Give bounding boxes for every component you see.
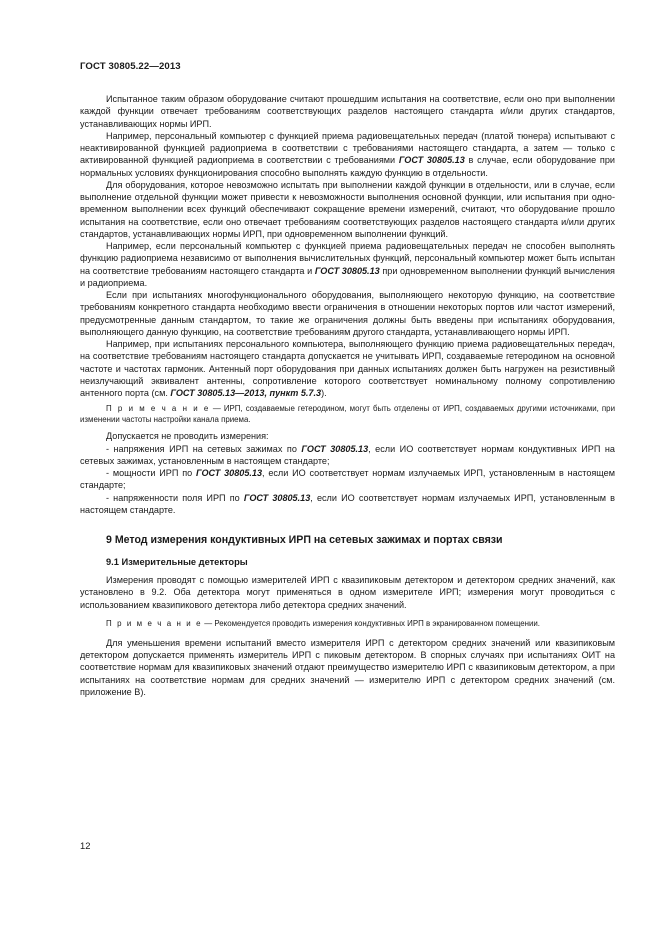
section-heading: 9 Метод измерения кондуктивных ИРП на сетевых зажимах и портах связи [106, 534, 503, 546]
paragraph [80, 179, 615, 240]
paragraph-text: Испытанное таким образом оборудование считают прошедшим испытания на соответствие, если оно при выполнении каждой функции отвечает требованиям соответствующих разделов настоящего стандарта и/или других стандартов, устанавливающих нормы ИРП. [80, 94, 615, 129]
subsection-heading: 9.1 Измерительные детекторы [106, 557, 248, 567]
note [80, 618, 615, 629]
standard-reference: ГОСТ 30805.13 [195, 468, 263, 478]
document-header: ГОСТ 30805.22—2013 [80, 61, 181, 72]
list-intro [80, 430, 615, 442]
note-text: — Рекомендуется проводить измерения кондуктивных ИРП в экранированном помещении. [202, 618, 541, 628]
standard-reference: ГОСТ 30805.13 [243, 492, 311, 503]
list-item-text: , если ИО соответствует нормам излучаемых ИРП, установленным в настоящем стандарте; [80, 468, 615, 491]
paragraph-text: Если при испытаниях многофункционального оборудования, выполняющего некоторую функцию, на соответствие требованиям конкретного стандарта необходимо ввести ограничения в отношении некоторых портов или частот измерений, предусмотренные данным стандартом, то такие же ограничения должны быть введены при испытаниях оборудования, выполняющего данную функцию, на соответствие требованиям другого стандарта, устанавливающего нормы ИРП. [80, 290, 615, 337]
list-item [80, 443, 615, 468]
page-number: 12 [80, 840, 91, 851]
paragraph-text: при одновременном выполнении функций вычисления и радиоприема. [80, 265, 615, 288]
list-item [80, 467, 615, 492]
list-item-text: , если ИО соответствует нормам кондуктивных ИРП на сетевых зажимах, установленным в настоящем стандарте; [80, 443, 615, 466]
paragraph [80, 93, 615, 130]
paragraph-text: Для оборудования, которое невозможно испытать при выполнении каждой функции в отдельности, или в случае, если выполнение отдельной функции может привести к невозможности выполнения основной функции, или испытания при одно-временном выполнении всех функций обеспечивают сокращение времени измерений, считают, что оборудование прошло испытания на соответствие, если оно отвечает требованиям соответствующих разделов настоящего стандарта и/или других стандартов, устанавливающих нормы ИРП, при одновременном выполнении функций. [80, 179, 615, 239]
document-body [80, 93, 615, 698]
paragraph [80, 637, 615, 698]
standard-reference: ГОСТ 30805.13 [398, 155, 465, 166]
note-text: — ИРП, создаваемые гетеродином, могут быть отделены от ИРП, создаваемых другими источниками, при изменении частоты настройки канала приема. [80, 404, 615, 425]
paragraph-text: Измерения проводят с помощью измерителей ИРП с квазипиковым детектором и детектором средних значений, как установлено в 9.2. Оба детектора могут применяться в одном измерителе ИРП; измерения могут проводиться с использованием квазипикового детектора либо детектора средних значений. [80, 575, 615, 610]
paragraph [80, 338, 615, 399]
paragraph-text: Например, персональный компьютер с функцией приема радиовещательных передач (платой тюнера) испытывают с неактивированной функцией радиоприема в соответствии с требованиями настоящего стандарта, а затем — только с активированной функцией радиоприема в соответствии с требованиями [80, 130, 615, 166]
paragraph-text: Допускается не проводить измерения: [106, 431, 269, 442]
list-item [80, 492, 615, 517]
paragraph-text: ). [321, 388, 327, 398]
paragraph-text: Например, при испытаниях персонального компьютера, выполняющего функцию приема радиовещательных передач, на соответствие требованиям настоящего стандарта допускается не учитывать ИРП, создаваемые гетеродином на основной частоте и частотах гармоник. Антенный порт оборудования при данных испытаниях должен быть нагружен на резистивный неизлучающий эквивалент антенны, сопротивление которого соответствует номинальному полному сопротивлению антенного порта (см. [80, 339, 615, 398]
paragraph [80, 574, 615, 611]
paragraph [80, 289, 615, 338]
paragraph [80, 130, 615, 179]
standard-reference: ГОСТ 30805.13—2013, пункт 5.7.3 [170, 388, 322, 398]
paragraph-text: в случае, если оборудование при нормальных условиях функционирования способно выполнять каждую функцию в отдельности. [80, 155, 615, 178]
note-label: П р и м е ч а н и е [106, 618, 203, 628]
list-item-text: - напряженности поля ИРП по [106, 492, 244, 503]
list-item-text: , если ИО соответствует нормам излучаемых ИРП, установленным в настоящем стандарте. [80, 492, 615, 515]
paragraph-text: Например, если персональный компьютер с функцией приема радиовещательных передач не способен выполнять функцию радиоприема независимо от выполнения вычислительных функций, персональный компьютер может быть испытан на соответствие требованиям настоящего стандарта и [80, 241, 615, 276]
note-label: П р и м е ч а н и е [106, 404, 210, 414]
paragraph-text: Для уменьшения времени испытаний вместо измерителя ИРП с детектором средних значений или квазипиковым детектором допускается применять измеритель ИРП с пиковым детектором. В спорных случаях при испытаниях ОИТ на соответствие нормам для квазипиковых значений отдают преимущество измерителю ИРП с квазипиковым детектором, а при испытаниях на соответствие нормам для средних значений — измерителю ИРП с детектором средних значений (см. приложение В). [80, 637, 615, 697]
list-item-text: - напряжения ИРП на сетевых зажимах по [106, 443, 302, 454]
list-item-text: - мощности ИРП по [106, 468, 196, 478]
paragraph [80, 240, 615, 289]
standard-reference: ГОСТ 30805.13 [301, 443, 369, 454]
note [80, 403, 615, 425]
standard-reference: ГОСТ 30805.13 [314, 265, 380, 276]
